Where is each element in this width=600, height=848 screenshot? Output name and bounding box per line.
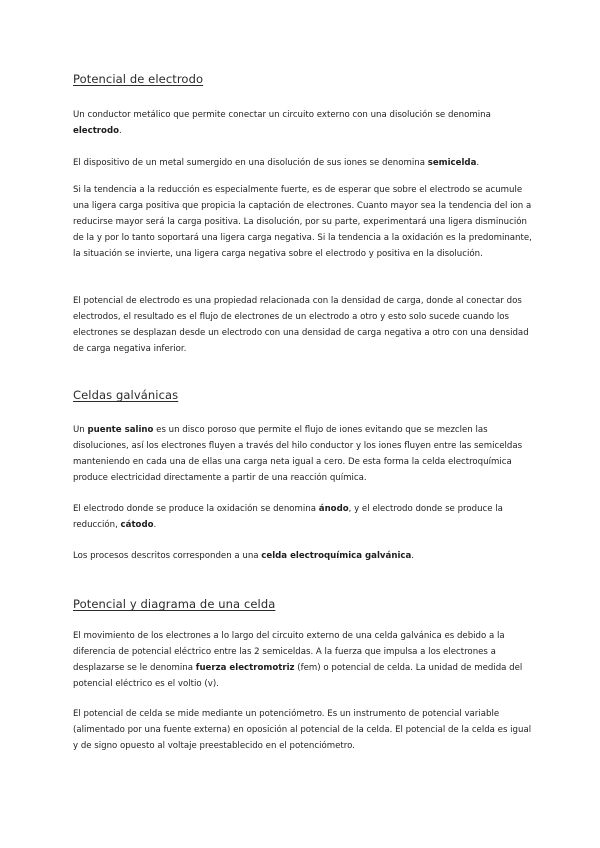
text-run: .	[476, 158, 480, 168]
bold-term-celda-electroquimica-galvanica: celda electroquímica galvánica	[261, 551, 412, 561]
text-run: (fem) o potencial de celda. La unidad de medida del potencial eléctrico es el voltio (v).	[73, 663, 523, 690]
paragraph-potenciometro	[73, 706, 533, 754]
paragraph-reduction-tendency	[73, 182, 533, 262]
paragraph-puente-salino	[73, 422, 533, 486]
text-run: El potencial de electrodo es una propiedad relacionada con la densidad de carga, donde al conectar dos electrodos, el resultado es el flujo de electrones de un electrodo a otro y esto solo sucede cuando los electrones se desplazan desde un electrodo con una densidad de carga negativa a otro con una densidad de carga negativa inferior.	[73, 296, 529, 355]
text-run: Los procesos descritos corresponden a una	[73, 551, 262, 561]
text-run: .	[153, 520, 157, 531]
heading-potencial-de-electrodo: Potencial de electrodo	[73, 72, 204, 86]
text-run: Un	[73, 425, 88, 435]
text-run: , y el electrodo donde se produce la reducción,	[73, 504, 503, 531]
heading-celdas-galvanicas: Celdas galvánicas	[73, 388, 179, 402]
paragraph-electrode-potential	[73, 293, 533, 357]
paragraph-anodo-catodo	[73, 501, 533, 533]
bold-term-catodo: cátodo	[120, 520, 154, 531]
paragraph-celda-galvanica	[73, 548, 533, 564]
paragraph-electrodo-definition	[73, 107, 533, 139]
text-run: Si la tendencia a la reducción es especialmente fuerte, es de esperar que sobre el electrodo se acumule una ligera carga positiva que propicia la captación de electrones. Cuanto mayor sea la tendencia del ion a reducirse mayor será la carga positiva. La disolución, por su parte, experimentará una ligera disminución de la y por lo tanto soportará una ligera carga negativa. Si la tendencia a la oxidación es la predominante, la situación se invierte, una ligera carga negativa sobre el electrodo y positiva en la disolución.	[73, 185, 532, 260]
text-run: El potencial de celda se mide mediante un potenciómetro. Es un instrumento de potencial variable (alimentado por una fuente externa) en oposición al potencial de la celda. El potencial de la celda es igual y de signo opuesto al voltaje preestablecido en el potenciómetro.	[73, 709, 532, 752]
bold-term-anodo: ánodo	[318, 504, 349, 514]
bold-term-puente-salino: puente salino	[87, 425, 154, 435]
text-run: .	[119, 126, 122, 137]
text-run: El movimiento de los electrones a lo largo del circuito externo de una celda galvánica es debido a la diferencia de potencial eléctrico entre las 2 semiceldas. A la fuerza que impulsa a los electrones a desplazarse se le denomina	[73, 631, 505, 674]
bold-term-fuerza-electromotriz: fuerza electromotriz	[195, 663, 295, 674]
bold-term-semicelda: semicelda	[427, 158, 477, 168]
text-run: El electrodo donde se produce la oxidación se denomina	[73, 504, 319, 514]
text-run: El dispositivo de un metal sumergido en una disolución de sus iones se denomina	[73, 158, 428, 168]
bold-term-electrodo: electrodo	[73, 126, 120, 137]
text-run: .	[411, 551, 415, 561]
paragraph-fuerza-electromotriz	[73, 628, 533, 692]
text-run: Un conductor metálico que permite conectar un circuito externo con una disolución se denomina	[73, 110, 491, 120]
paragraph-semicelda-definition	[73, 155, 533, 171]
text-run: es un disco poroso que permite el flujo de iones evitando que se mezclen las disoluciones, así los electrones fluyen a través del hilo conductor y los iones fluyen entre las semiceldas manteniendo en cada una de ellas una carga neta igual a cero. De esta forma la celda electroquímica produce electricidad directamente a partir de una reacción química.	[73, 425, 523, 484]
heading-potencial-y-diagrama: Potencial y diagrama de una celda	[73, 597, 276, 611]
